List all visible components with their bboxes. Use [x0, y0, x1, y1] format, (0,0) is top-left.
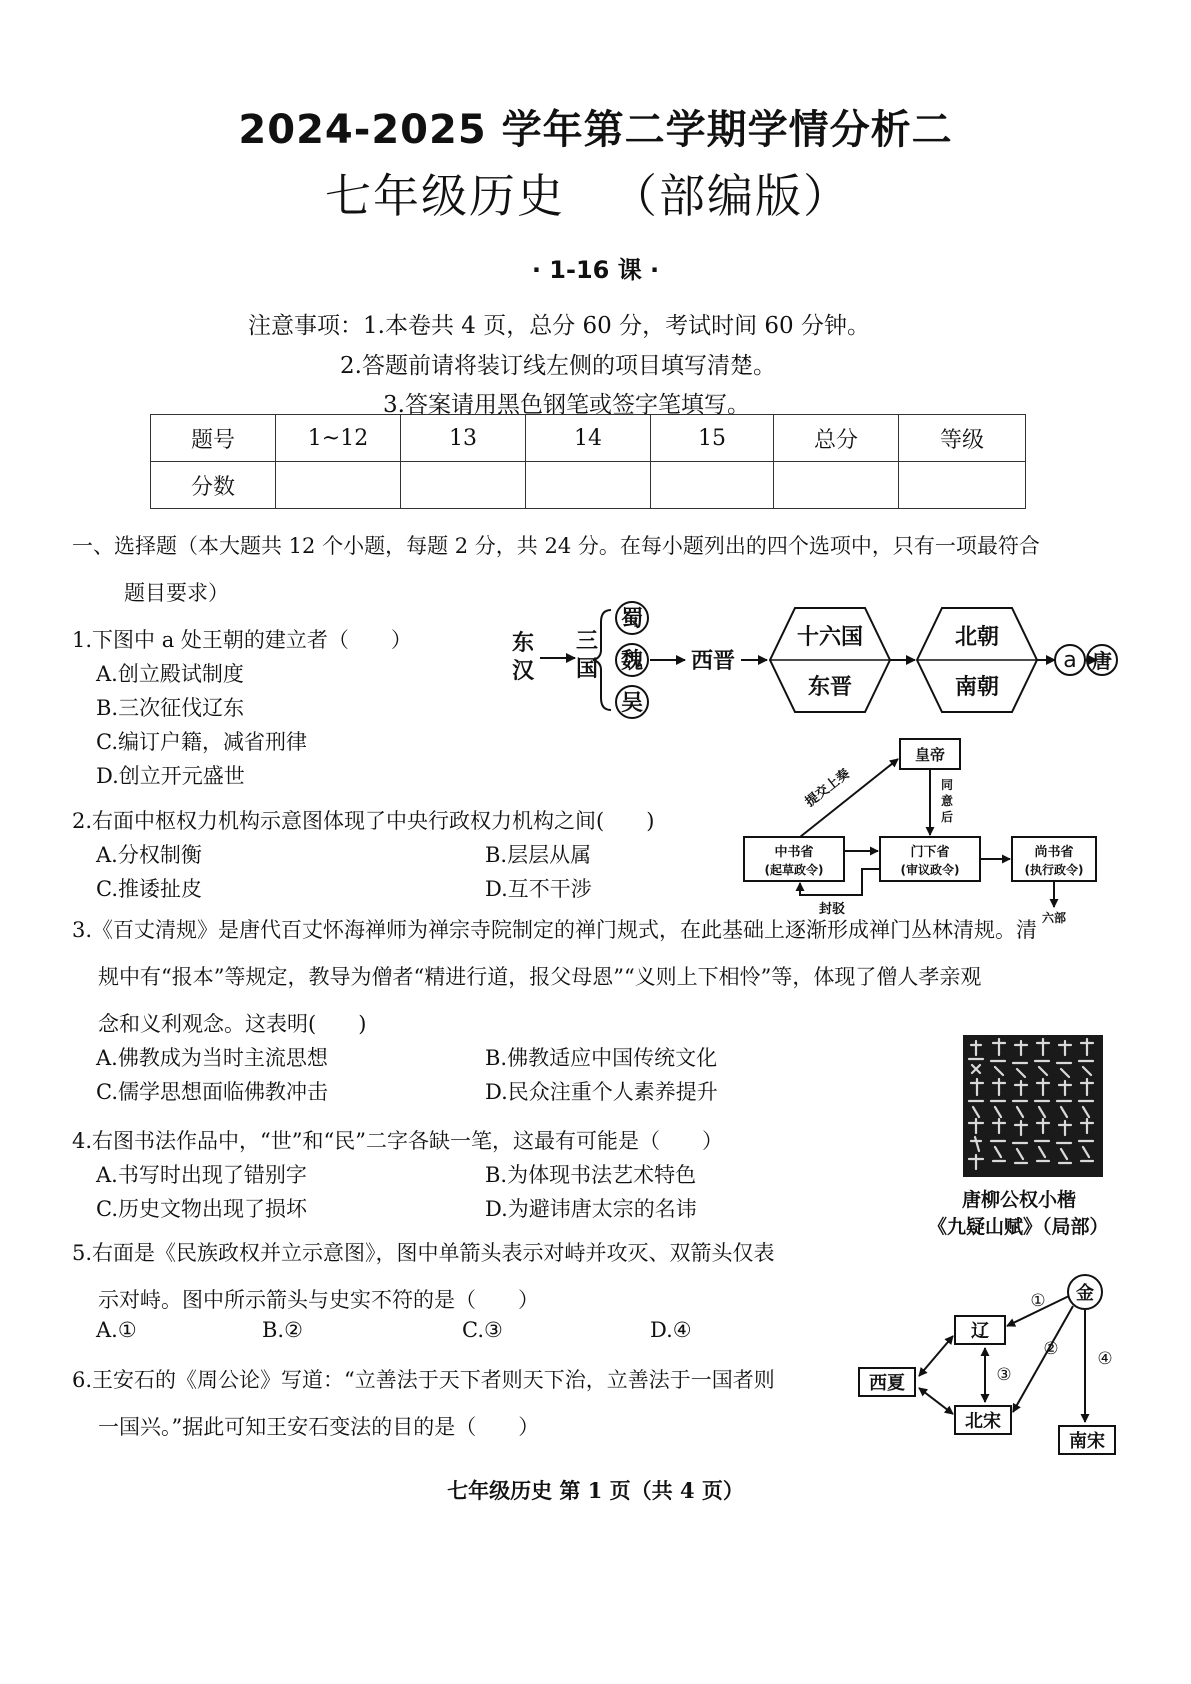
reject-label: 封驳: [818, 902, 846, 917]
arrow-2: [1013, 1306, 1073, 1412]
label-2: ②: [1043, 1339, 1059, 1359]
section-heading-cont: 题目要求）: [124, 581, 229, 605]
subject-name: 七年级历史: [325, 169, 565, 223]
question-3-option-c[interactable]: C.儒学思想面临佛教冲击: [96, 1080, 328, 1104]
shangshu: 尚书省: [1034, 845, 1074, 860]
question-2-option-a[interactable]: A.分权制衡: [96, 843, 202, 867]
tang-dynasty: 唐: [1092, 649, 1112, 673]
dynasty-a: a: [1063, 648, 1077, 673]
score-row-label: 分数: [151, 462, 276, 509]
score-cell-empty[interactable]: [276, 462, 401, 509]
edition-label: （部编版）: [611, 169, 851, 223]
approve-2: 意: [940, 794, 954, 808]
note-line-3: 3.答案请用黑色钢笔或签字笔填写。: [383, 392, 750, 418]
menxia: 门下省: [910, 845, 950, 860]
northern-dynasties: 北朝: [954, 625, 1000, 650]
beisong: 北宋: [965, 1411, 1001, 1432]
question-4-option-b[interactable]: B.为体现书法艺术特色: [485, 1163, 697, 1187]
note-line-2: 2.答题前请将装订线左侧的项目填写清楚。: [340, 353, 776, 379]
score-cell-header: 15: [651, 415, 774, 462]
question-3-line-3: 念和义利观念。这表明( ): [98, 1012, 367, 1036]
question-6-line-1: 6.王安石的《周公论》写道：“立善法于天下者则天下治，立善法于一国者则: [72, 1368, 775, 1392]
kingdom-wu: 吴: [620, 691, 644, 716]
brace: [593, 610, 611, 710]
label-4: ④: [1097, 1349, 1113, 1369]
exam-title: 2024-2025 学年第二学期学情分析二: [238, 107, 953, 153]
lesson-range: · 1-16 课 ·: [531, 256, 660, 284]
score-cell-header: 总分: [774, 415, 899, 462]
zhongshu: 中书省: [774, 845, 814, 860]
label-1: ①: [1030, 1291, 1046, 1311]
submit-label: 提交上奏: [802, 766, 853, 811]
question-5-option-c[interactable]: C.③: [462, 1318, 503, 1342]
approve-3: 后: [940, 810, 954, 824]
zhongshu-role: (起草政令): [764, 863, 824, 877]
question-4-option-d[interactable]: D.为避讳唐太宗的名讳: [485, 1197, 697, 1221]
question-3-option-a[interactable]: A.佛教成为当时主流思想: [96, 1046, 328, 1070]
score-table-score-row: [151, 462, 1026, 509]
note-line-1: 注意事项：1.本卷共 4 页，总分 60 分，考试时间 60 分钟。: [248, 313, 870, 339]
approve-1: 同: [940, 778, 954, 792]
calligraphy-image: [963, 1035, 1103, 1177]
question-1-option-d[interactable]: D.创立开元盛世: [96, 764, 245, 788]
question-2-option-c[interactable]: C.推诿扯皮: [96, 877, 202, 901]
liao: 辽: [971, 1321, 989, 1342]
question-2-option-d[interactable]: D.互不干涉: [485, 877, 592, 901]
score-cell-label: 题号: [151, 415, 276, 462]
subject-title: [325, 160, 851, 226]
question-4-option-c[interactable]: C.历史文物出现了损坏: [96, 1197, 307, 1221]
score-cell-header: 等级: [899, 415, 1026, 462]
score-cell-header: 14: [526, 415, 651, 462]
sixteen-kingdoms: 十六国: [796, 625, 864, 650]
question-3-line-2: 规中有“报本”等规定，教导为僧者“精进行道，报父母恩”“义则上下相怜”等，体现了僧人孝亲观: [98, 965, 982, 989]
question-1-option-a[interactable]: A.创立殿试制度: [96, 662, 244, 686]
arrow-xixia-liao: [919, 1336, 953, 1376]
six-ministries: 六部: [1041, 911, 1067, 925]
score-table: [150, 414, 1026, 509]
central-power-diagram: [740, 735, 1100, 925]
kingdom-wei: 魏: [620, 649, 644, 674]
regime-coexistence-diagram: [855, 1272, 1125, 1458]
question-3-line-1: 3.《百丈清规》是唐代百丈怀海禅师为禅宗寺院制定的禅门规式，在此基础上逐渐形成禅门丛林清规。清: [72, 918, 1038, 942]
three-kingdoms-char-1: 三: [575, 629, 599, 654]
score-cell-header: 1~12: [276, 415, 401, 462]
calligraphy-caption-1: 唐柳公权小楷: [962, 1189, 1077, 1211]
question-2-option-b[interactable]: B.层层从属: [485, 843, 592, 867]
question-5-option-b[interactable]: B.②: [262, 1318, 303, 1342]
question-1-option-c[interactable]: C.编订户籍，减省刑律: [96, 730, 307, 754]
section-heading: 一、选择题（本大题共 12 个小题，每题 2 分，共 24 分。在每小题列出的四个选项中，只有一项最符合: [72, 534, 1040, 558]
jin: 金: [1076, 1283, 1094, 1304]
tang-node: [1085, 643, 1119, 677]
question-4-option-a[interactable]: A.书写时出现了错别字: [96, 1163, 307, 1187]
label-3: ③: [996, 1365, 1012, 1385]
question-3-option-d[interactable]: D.民众注重个人素养提升: [485, 1080, 718, 1104]
eastern-jin: 东晋: [807, 675, 853, 700]
page-footer: 七年级历史 第 1 页（共 4 页）: [447, 1478, 744, 1503]
score-cell-empty[interactable]: [401, 462, 526, 509]
question-5-line-1: 5.右面是《民族政权并立示意图》，图中单箭头表示对峙并攻灭、双箭头仅表: [72, 1241, 775, 1265]
xixia: 西夏: [869, 1373, 905, 1394]
three-kingdoms-char-2: 国: [575, 657, 599, 682]
question-4-stem: 4.右图书法作品中，“世”和“民”二字各缺一笔，这最有可能是（ ）: [72, 1129, 723, 1153]
menxia-role: (审议政令): [900, 863, 960, 877]
dynasty-sequence-diagram: [505, 598, 1115, 720]
arrow-xixia-beisong: [919, 1388, 953, 1414]
question-2-stem: 2.右面中枢权力机构示意图体现了中央行政权力机构之间( ): [72, 809, 655, 833]
question-5-option-d[interactable]: D.④: [650, 1318, 692, 1342]
question-5-option-a[interactable]: A.①: [96, 1318, 137, 1342]
score-cell-empty[interactable]: [774, 462, 899, 509]
kingdom-shu: 蜀: [620, 607, 644, 632]
score-table-header-row: [151, 415, 1026, 462]
western-jin: 西晋: [690, 649, 736, 674]
question-6-line-2: 一国兴。”据此可知王安石变法的目的是（ ）: [98, 1415, 540, 1439]
calligraphy-caption-2: 《九疑山赋》（局部）: [928, 1216, 1109, 1238]
question-1-option-b[interactable]: B.三次征伐辽东: [96, 696, 245, 720]
emperor: 皇帝: [914, 746, 946, 764]
southern-dynasties: 南朝: [954, 675, 1000, 700]
score-cell-empty[interactable]: [526, 462, 651, 509]
eastern-han-char-1: 东: [511, 631, 535, 656]
nansong: 南宋: [1069, 1431, 1105, 1452]
question-5-line-2: 示对峙。图中所示箭头与史实不符的是（ ）: [98, 1288, 539, 1312]
eastern-han-char-2: 汉: [511, 659, 535, 684]
shangshu-role: (执行政令): [1024, 863, 1084, 877]
question-3-option-b[interactable]: B.佛教适应中国传统文化: [485, 1046, 718, 1070]
score-cell-empty[interactable]: [651, 462, 774, 509]
score-cell-empty[interactable]: [899, 462, 1026, 509]
question-1-stem: 1.下图中 a 处王朝的建立者（ ）: [72, 628, 412, 652]
score-cell-header: 13: [401, 415, 526, 462]
